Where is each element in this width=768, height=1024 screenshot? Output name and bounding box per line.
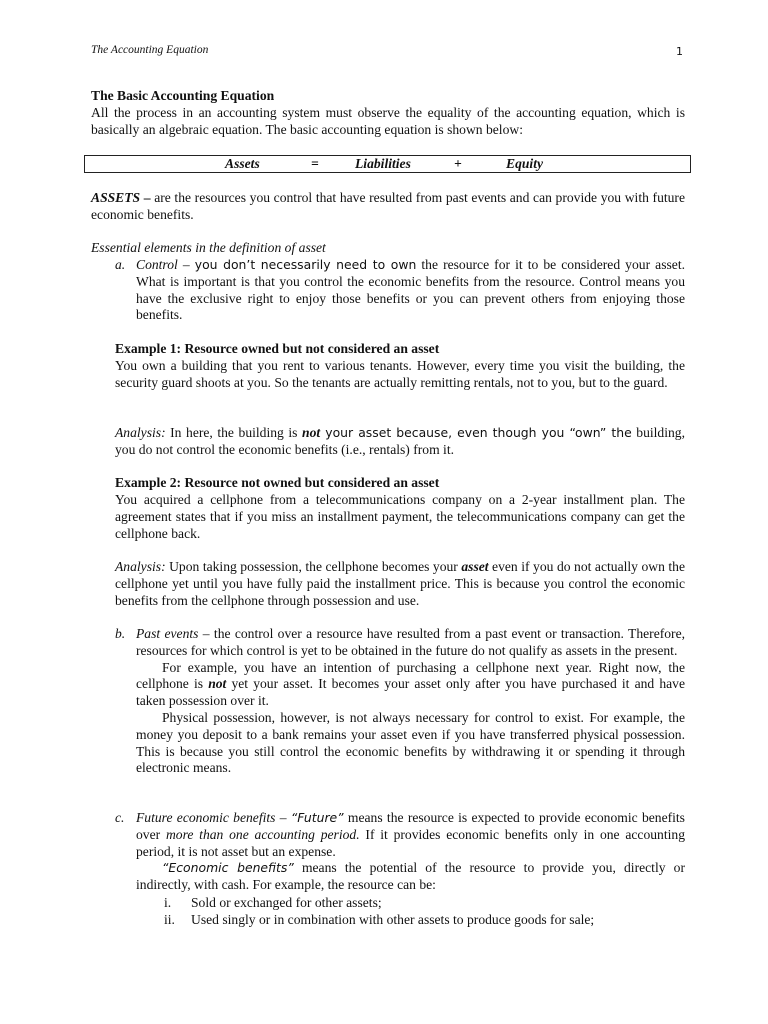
future-benefits-term: Future economic benefits: [136, 810, 276, 825]
section-title: The Basic Accounting Equation: [91, 88, 275, 103]
item-marker-c: c.: [115, 810, 125, 825]
essential-elements-heading: Essential elements in the definition of asset: [91, 240, 326, 255]
item-marker-b: b.: [115, 626, 126, 641]
running-header-title: The Accounting Equation: [91, 44, 209, 56]
control-paragraph: Control – you don’t necessarily need to own the resource for it to be considered your asset. What is important is that you control the economic benefits from the resource. Control means you have the exclusive right to enjoy those benefits or you can prevent others from enjoying those benefits.: [136, 257, 685, 323]
economic-benefits-paragraph: “Economic benefits” means the potential of the resource to provide you, directly or indirectly, with cash. For example, the resource can be:: [136, 860, 685, 893]
past-events-example: For example, you have an intention of purchasing a cellphone next year. Right now, the cellphone is not yet your asset. It becomes your asset only after you have purchased it and have taken possession over it.: [136, 659, 685, 709]
past-events-term: Past events: [136, 626, 199, 641]
equation-box: [84, 155, 691, 173]
equation-liabilities: Liabilities: [355, 156, 411, 171]
example-1-text: You own a building that you rent to various tenants. However, every time you visit the building, the security guard shoots at you. So the tenants are actually remitting rentals, not to you, but to the guard.: [115, 358, 685, 390]
future-benefits-paragraph: Future economic benefits – “Future” means the resource is expected to provide economic benefits over more than one accounting period. If it provides economic benefits only in one accounting period, it is not asset but an expense. “Economic benefits” means the potential of the resource to provide you, directly or indirectly, with cash. For example, the resource can be:: [136, 810, 685, 893]
example-1-title: Example 1: Resource owned but not considered an asset: [115, 341, 440, 356]
sub-item-marker-ii: ii.: [164, 912, 175, 927]
example-2-title: Example 2: Resource not owned but considered an asset: [115, 475, 440, 490]
past-events-paragraph: Past events – the control over a resource have resulted from a past event or transaction. Therefore, resources for which control is yet to be obtained in the future do not qualify as assets in the present. For example, you have an intention of purchasing a cellphone next year. Right now, the cellphone is not yet your asset. It becomes your asset only after you have purchased it and have taken possession over it. Physical possession, however, is not always necessary for control to exist. For example, the money you deposit to a bank remains your asset even if you have transferred physical possession. This is because you still control the economic benefits by withdrawing it or spending it through electronic means.: [136, 626, 686, 776]
equation-equity: Equity: [506, 156, 544, 171]
equation-plus: +: [454, 156, 462, 171]
past-events-possession: Physical possession, however, is not always necessary for control to exist. For example, the money you deposit to a bank remains your asset even if you have transferred physical possession. This is because you still control the economic benefits by withdrawing it or spending it through electronic means.: [136, 709, 685, 776]
equation-assets: Assets: [225, 156, 260, 171]
assets-definition: ASSETS – are the resources you control that have resulted from past events and can provide you with future economic benefits.: [91, 190, 685, 222]
control-term: Control: [136, 257, 178, 272]
assets-term: ASSETS: [91, 190, 141, 205]
example-2-text: You acquired a cellphone from a telecommunications company on a 2-year installment plan. The agreement states that if you miss an installment payment, the telecommunications company can get the cellphone back.: [115, 492, 685, 541]
sub-item-sold: Sold or exchanged for other assets;: [191, 895, 382, 910]
example-1-analysis: Analysis: In here, the building is not your asset because, even though you “own” the building, you do not control the economic benefits (i.e., rentals) from it.: [115, 425, 685, 457]
page-number: 1: [676, 45, 683, 58]
sub-item-used: Used singly or in combination with other assets to produce goods for sale;: [191, 912, 595, 927]
intro-paragraph: All the process in an accounting system must observe the equality of the accounting equation, which is basically an algebraic equation. The basic accounting equation is shown below:: [91, 105, 685, 137]
sub-item-marker-i: i.: [164, 895, 172, 910]
equation-equals: =: [311, 156, 319, 171]
item-marker-a: a.: [115, 257, 126, 272]
example-2-analysis: Analysis: Upon taking possession, the cellphone becomes your asset even if you do not actually own the cellphone yet until you have fully paid the installment price. This is because you control the economic benefits from the cellphone through possession and use.: [115, 559, 685, 608]
